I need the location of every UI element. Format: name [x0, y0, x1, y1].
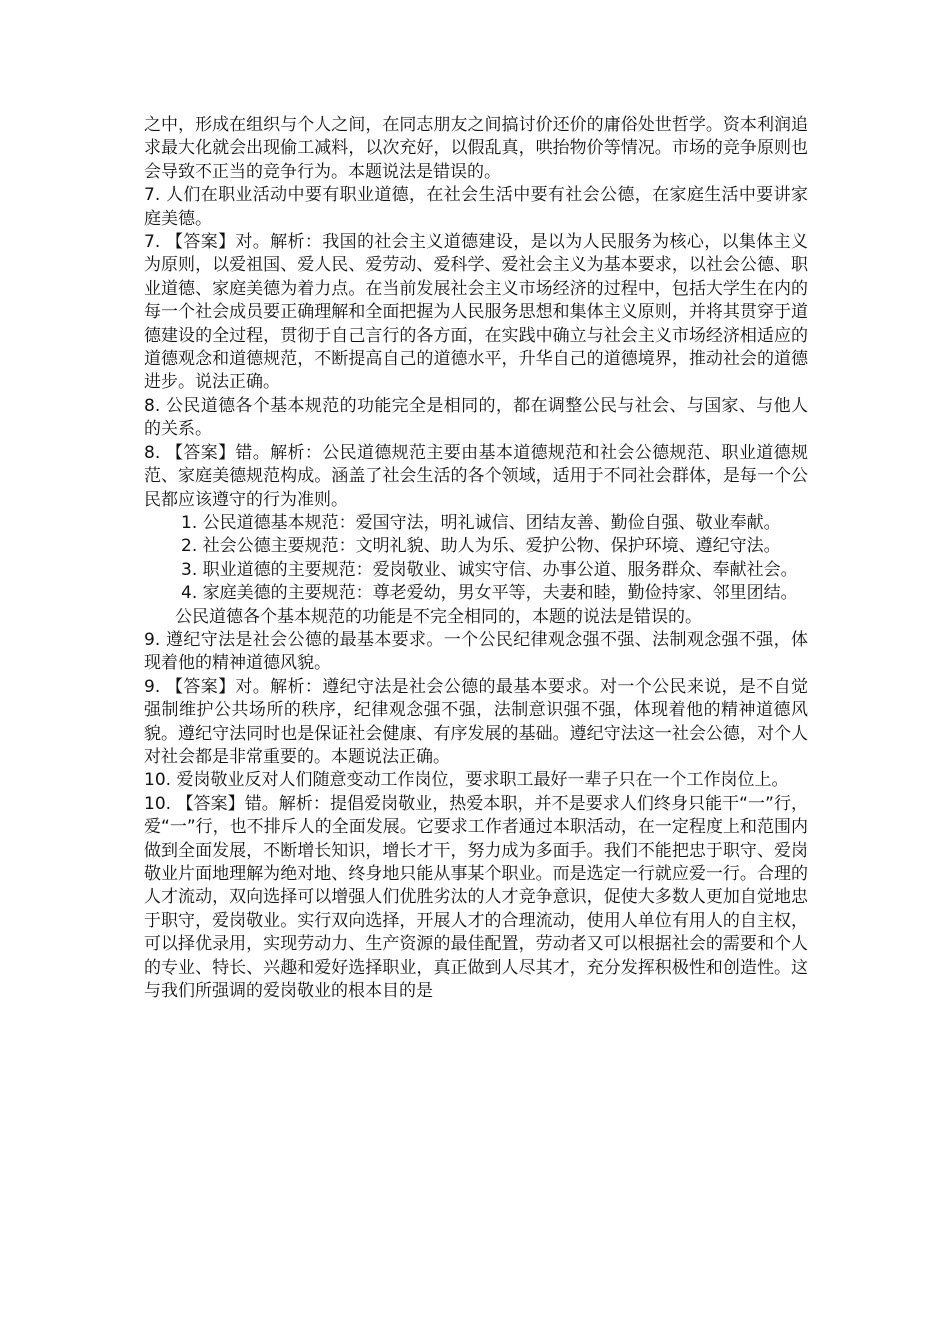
answer-9: 9. 【答案】对。解析：遵纪守法是社会公德的最基本要求。对一个公民来说，是不自觉强制维护公共场所的秩序，纪律观念强不强，法制意识强不强，体现着他的精神道德风貌。遵纪守法同时也是保证社会健康、有序发展的基础。遵纪守法这一社会公德，对个人对社会都是非常重要的。本题说法正确。: [144, 676, 808, 767]
question-10: 10. 爱岗敬业反对人们随意变动工作岗位，要求职工最好一辈子只在一个工作岗位上。: [144, 770, 789, 791]
answer-8-item-3: 3. 职业道德的主要规范：爱岗敬业、诚实守信、办事公道、服务群众、奉献社会。: [181, 559, 798, 580]
question-7: 7. 人们在职业活动中要有职业道德，在社会生活中要有社会公德，在家庭生活中要讲家庭美德。: [144, 185, 808, 229]
paragraph-continuation: 之中，形成在组织与个人之间，在同志朋友之间搞讨价还价的庸俗处世哲学。资本利润追求最大化就会出现偷工减料，以次充好，以假乱真，哄抬物价等情况。市场的竞争原则也会导致不正当的竞争行为。本题说法是错误的。: [144, 115, 808, 182]
answer-8: 8. 【答案】错。解析：公民道德规范主要由基本道德规范和社会公德规范、职业道德规范、家庭美德规范构成。涵盖了社会生活的各个领域，适用于不同社会群体，是每一个公民都应该遵守的行为准则。: [144, 442, 808, 510]
question-9: 9. 遵纪守法是社会公德的最基本要求。一个公民纪律观念强不强、法制观念强不强，体现着他的精神道德风貌。: [144, 629, 808, 674]
document-page: [144, 114, 808, 1003]
answer-10: 10. 【答案】错。解析：提倡爱岗敬业，热爱本职，并不是要求人们终身只能干“一”行，爱“一”行，也不排斥人的全面发展。它要求工作者通过本职活动，在一定程度上和范围内做到全面发展，不断增长知识，增长才干，努力成为多面手。我们不能把忠于职守、爱岗敬业片面地理解为绝对地、终身地只能从事某个职业。而是选定一行就应爱一行。合理的人才流动，双向选择可以增强人们优胜劣汰的人才竞争意识，促使大多数人更加自觉地忠于职守，爱岗敬业。实行双向选择，开展人才的合理流动，使用人单位有用人的自主权，可以择优录用，实现劳动力、生产资源的最佳配置，劳动者又可以根据社会的需要和个人的专业、特长、兴趣和爱好选择职业，真正做到人尽其才，充分发挥积极性和创造性。这与我们所强调的爱岗敬业的根本目的是: [144, 793, 808, 1002]
answer-7: 7. 【答案】对。解析：我国的社会主义道德建设，是以为人民服务为核心，以集体主义为原则，以爱祖国、爱人民、爱劳动、爱科学、爱社会主义为基本要求，以社会公德、职业道德、家庭美德为着力点。在当前发展社会主义市场经济的过程中，包括大学生在内的每一个社会成员要正确理解和全面把握为人民服务思想和集体主义原则，并将其贯穿于道德建设的全过程，贯彻于自己言行的各方面，在实践中确立与社会主义市场经济相适应的道德观念和道德规范，不断提高自己的道德水平，升华自己的道德境界，推动社会的道德进步。说法正确。: [144, 232, 808, 393]
answer-8-conclusion: 公民道德各个基本规范的功能是不完全相同的，本题的说法是错误的。: [175, 606, 702, 627]
question-8: 8. 公民道德各个基本规范的功能完全是相同的，都在调整公民与社会、与国家、与他人的关系。: [144, 395, 808, 440]
answer-8-item-4: 4. 家庭美德的主要规范：尊老爱幼，男女平等，夫妻和睦，勤俭持家、邻里团结。: [181, 583, 798, 604]
answer-8-item-1: 1. 公民道德基本规范：爱国守法，明礼诚信、团结友善、勤俭自强、敬业奉献。: [181, 512, 781, 533]
answer-8-item-2: 2. 社会公德主要规范：文明礼貌、助人为乐、爱护公物、保护环境、遵纪守法。: [181, 536, 781, 557]
